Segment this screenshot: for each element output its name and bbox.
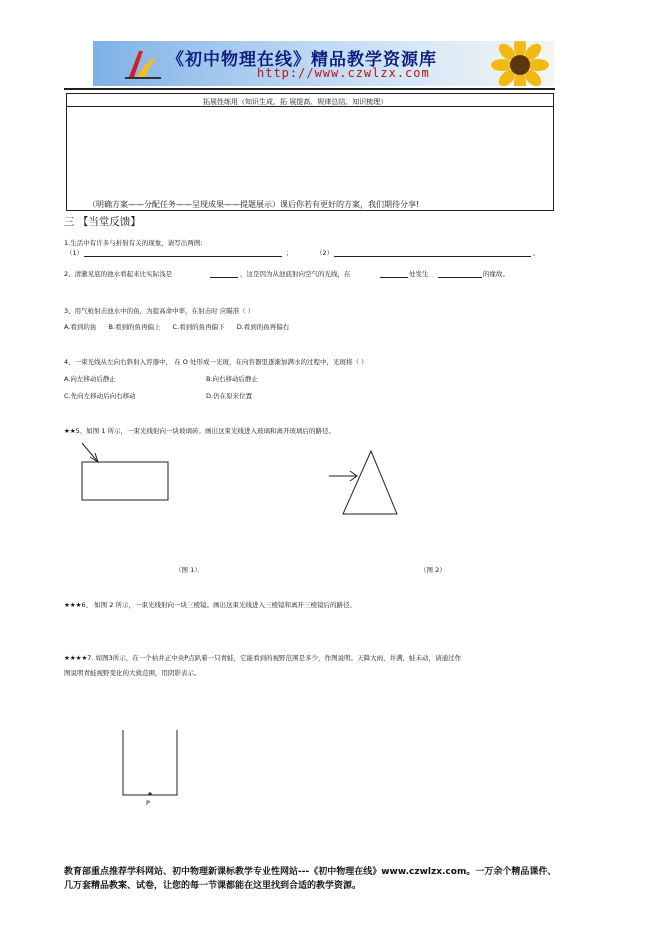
box-header: 拓展性练用（知识生成、拓 展提高、规律总结、知识梳理） bbox=[203, 98, 388, 106]
box-footer: （明确方案——分配任务——呈现成果——提题展示）课后你若有更好的方案，我们期待分享! bbox=[88, 200, 420, 209]
figure-2-caption: （图 2） bbox=[420, 566, 446, 574]
q2-part1: 2、清澈见底的池水看起来比实际浅是 bbox=[64, 270, 173, 278]
q4-stem: 4、一束光线从左向右斜射入容器中， 在 O 处形成一光斑，在向容器里逐渐加满水的过程中，光斑将（ ） bbox=[64, 358, 368, 366]
q1-answer2-label: （2） bbox=[316, 249, 334, 257]
frog-point-label: P bbox=[146, 799, 150, 807]
q3-options: A.看到的鱼 B.看到的鱼再偏上 C.看到的鱼再偏下 D.看到的鱼再偏右 bbox=[64, 323, 290, 331]
q1-answer1-end: ； bbox=[286, 249, 293, 257]
q4-option-c: C.先向左移动后向右移动 bbox=[64, 392, 136, 400]
q2-part4: 的缘故。 bbox=[483, 270, 509, 278]
q1-answer1-label: （1） bbox=[66, 249, 84, 257]
section-title: 三 【当堂反馈】 bbox=[64, 216, 141, 228]
q7-line2: 图说明青蛙视野变化的大致范围，用阴影表示。 bbox=[64, 669, 201, 677]
footer-line1: 教育部重点推荐学科网站、初中物理新课标教学专业性网站---《初中物理在线》www.czwlzx.com。一万余个精品课件、 bbox=[64, 867, 557, 877]
q3-stem: 3、用气枪射击池水中的鱼，为提高命中率，在射击时 应瞄准（ ） bbox=[64, 307, 255, 315]
banner-url[interactable]: http://www.czwlzx.com bbox=[257, 66, 430, 80]
q2-part3: 处发生 bbox=[409, 270, 429, 278]
q4-option-d: D.仍在原来位置 bbox=[206, 392, 253, 400]
q5-stem: ★★5、如图 1 所示，一束光线射向一块玻璃砖。画出这束光线进入玻璃和离开玻璃后的路径。 bbox=[64, 427, 336, 435]
banner-title: 《初中物理在线》精品教学资源库 bbox=[167, 50, 437, 70]
q4-option-b: B.向右移动后静止 bbox=[206, 375, 259, 383]
q6-stem: ★★★6、 如图 2 所示，一束光线射向一块三棱镜。画出这束光线进入三棱镜和离开三棱镜后的路径。 bbox=[64, 601, 356, 609]
footer-line2: 几万套精品教案、试卷，让您的每一节课都能在这里找到合适的教学资源。 bbox=[64, 881, 362, 891]
q4-option-a: A.向左移动后静止 bbox=[64, 375, 116, 383]
q2-part2: ，这是因为从池底射向空气的光线，在 bbox=[240, 270, 351, 278]
q7-line1: ★★★★7. 如图3所示，在一个枯井正中央P点趴着一只青蛙，它能看到的视野范围是多少，作图说明。天降大雨，井满，蛙未动，请通过作 bbox=[64, 654, 462, 662]
q1-answer2-end: 。 bbox=[533, 249, 540, 257]
figure-1-caption: （图 1）． bbox=[175, 566, 204, 574]
q1-stem: 1.生活中有许多与折射有关的现象，请写出两例: bbox=[64, 239, 203, 247]
